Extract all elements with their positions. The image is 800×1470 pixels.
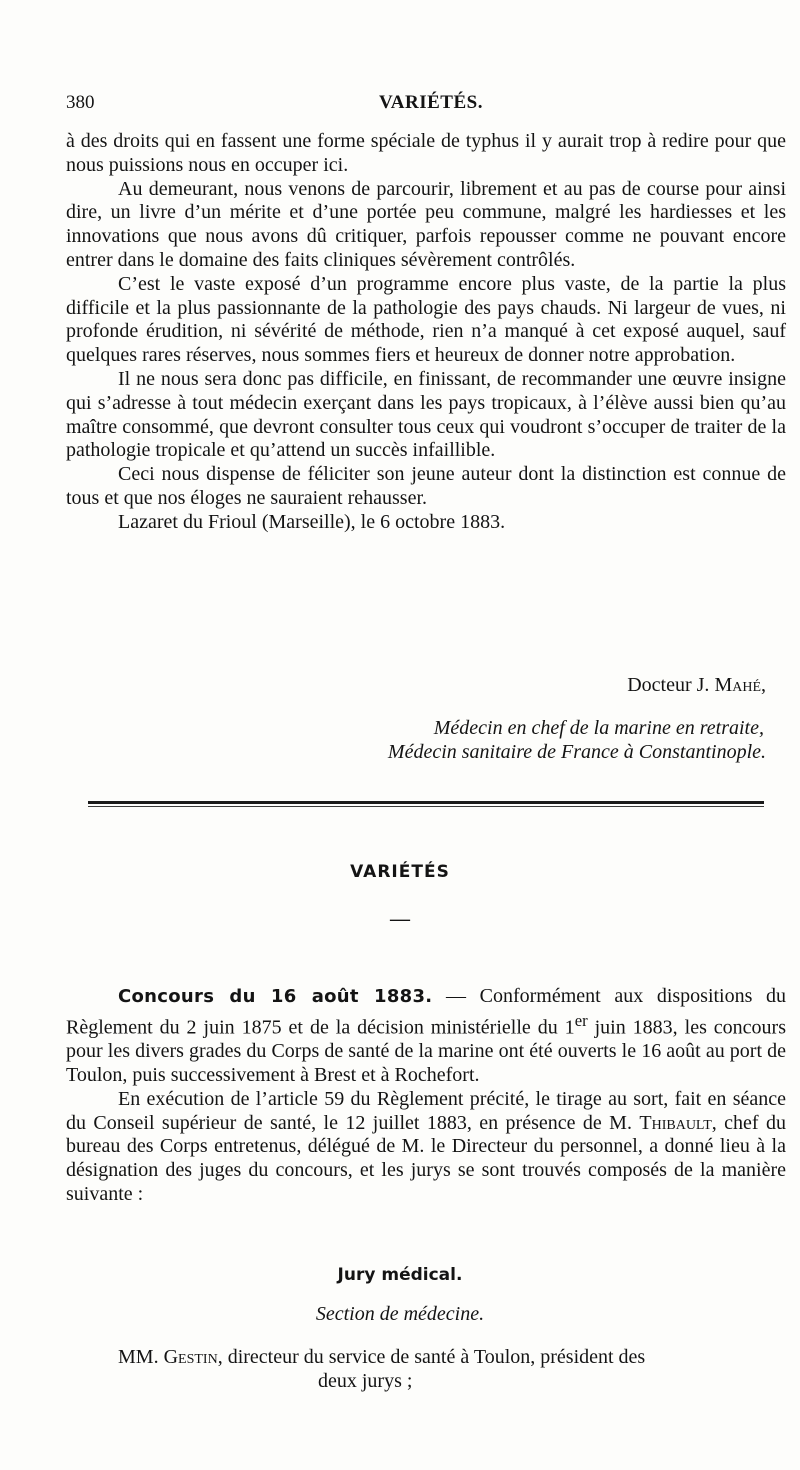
- article-text-1: — Conformément aux dispositions du Règlement du 2 juin 1875 et de la décision ministérielle du 1: [66, 985, 786, 1039]
- article-text-2: juin 1883, les concours pour les divers grades du Corps de santé de la marine ont été ouverts le 16 août au port de Toulon, puis successivement à Brest et à Rochefort.: [66, 1016, 787, 1087]
- section-divider: [88, 801, 764, 804]
- tirage-text-a: En exécution de l’article 59 du Règlement précité, le tirage au sort, fait en séance du Conseil supérieur de santé, le 12 juillet 1883, en présence de M.: [66, 1087, 786, 1134]
- jury-members: [66, 1345, 786, 1393]
- page-header: [66, 92, 786, 116]
- paragraph-concours: [66, 985, 786, 1088]
- paragraph: Il ne nous sera donc pas difficile, en finissant, de recommander une œuvre insigne qui s’adresse à tout médecin exerçant dans les pays tropicaux, à l’élève aussi bien qu’au maître consommé, que devront consulter tous ceux qui voudront s’occuper de traiter de la pathologie tropicale et qu’attend un succès infaillible.: [66, 367, 786, 462]
- paragraph-tirage: [66, 1088, 786, 1207]
- dateline: Lazaret du Frioul (Marseille), le 6 octobre 1883.: [118, 510, 506, 533]
- signature-prefix: Docteur J.: [627, 674, 715, 696]
- concours-article: [66, 985, 786, 1207]
- member-line: [66, 1345, 786, 1369]
- signature-role-1: Médecin en chef de la marine en retraite,: [433, 717, 764, 739]
- section-title: VARIÉTÉS: [350, 862, 450, 882]
- member-name: Gestin: [163, 1346, 218, 1368]
- signature-role-2: Médecin sanitaire de France à Constantinople.: [387, 741, 766, 763]
- person-name: Thibault: [639, 1111, 712, 1134]
- page-number: 380: [66, 92, 95, 113]
- signature-name: [627, 673, 766, 697]
- review-conclusion: [66, 130, 786, 535]
- article-lead: Concours du 16 août 1883.: [118, 986, 433, 1007]
- member-prefix: MM.: [118, 1346, 164, 1368]
- paragraph: Ceci nous dispense de féliciter son jeune auteur dont la distinction est connue de tous et que nos éloges ne sauraient rehausser.: [66, 463, 786, 509]
- ordinal-superscript: er: [574, 1010, 588, 1030]
- paragraph-continuation: à des droits qui en fassent une forme spéciale de typhus il y aurait trop à redire pour que nous puissions nous en occuper ici.: [66, 130, 786, 176]
- running-head: VARIÉTÉS.: [379, 92, 483, 113]
- member-text: , directeur du service de santé à Toulon, président des: [217, 1346, 646, 1368]
- jury-title: Jury médical.: [337, 1265, 463, 1285]
- tirage-text-b: , chef du bureau des Corps entretenus, délégué de M. le Directeur du personnel, a donné lieu à la désignation des juges du concours, et les jurys se sont trouvés composés de la manière suivante :: [66, 1111, 786, 1206]
- jury-section: Section de médecine.: [315, 1303, 485, 1325]
- signature-surname: Mahé,: [714, 674, 766, 696]
- section-dash: —: [390, 908, 410, 930]
- paragraph: Au demeurant, nous venons de parcourir, librement et au pas de course pour ainsi dire, un livre d’un mérite et d’une portée peu commune, malgré les hardiesses et les innovations que nous avons dû critiquer, parfois repousser comme ne pouvant encore entrer dans le domaine des faits cliniques sévèrement contrôlés.: [66, 177, 786, 271]
- paragraph: C’est le vaste exposé d’un programme encore plus vaste, de la partie la plus difficile et la plus passionnante de la pathologie des pays chauds. Ni largeur de vues, ni profonde érudition, ni sévérité de méthode, rien n’a manqué à cet exposé auquel, sauf quelques rares réserves, nous sommes fiers et heureux de donner notre approbation.: [66, 272, 786, 367]
- section-divider-thin: [88, 806, 764, 807]
- member-line-continuation: deux jurys ;: [318, 1370, 413, 1392]
